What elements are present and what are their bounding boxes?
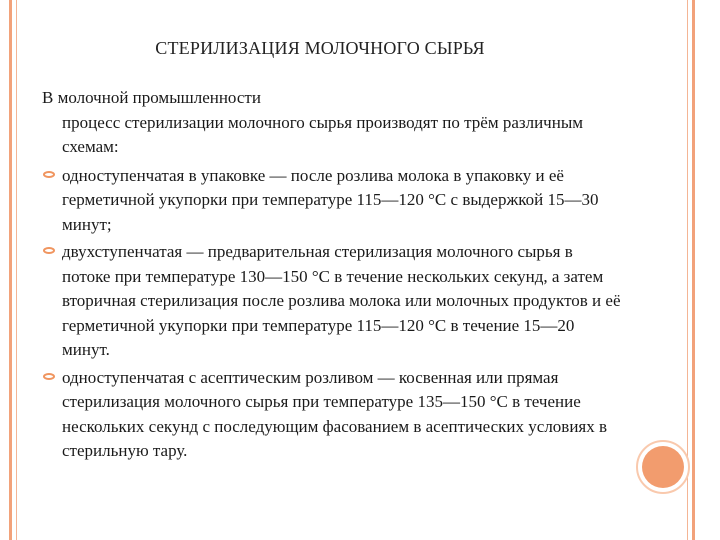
list-item — [42, 240, 622, 363]
intro-continuation: процесс стерилизации молочного сырья производят по трём различным схемам: — [62, 112, 584, 156]
oval-bullet-icon — [43, 171, 55, 178]
intro-first-line: В молочной промышленности — [42, 88, 261, 107]
list-item-text: одноступенчатая в упаковке — после розлива молока в упаковку и её герметичной укупорки при температуре 115—120 °С с выдержкой 15—30 минут; — [62, 165, 599, 234]
left-border-line — [9, 0, 12, 540]
intro-paragraph — [42, 86, 622, 160]
list-item-text: двухступенчатая — предварительная стерилизация молочного сырья в потоке при температуре 130—150 °С в течение нескольких секунд, а затем вторичная стерилизация после розлива молока или молочных продуктов и её герметичной укупорки при температуре 115—120 °С в течение 15—20 минут. — [62, 242, 621, 359]
list-item — [42, 164, 622, 238]
decorative-circle — [642, 446, 684, 488]
oval-bullet-icon — [43, 373, 55, 380]
slide-title: СТЕРИЛИЗАЦИЯ МОЛОЧНОГО СЫРЬЯ — [155, 38, 485, 58]
bullet-list — [42, 164, 622, 464]
list-item-text: одноступенчатая с асептическим розливом — косвенная или прямая стерилизация молочного сырья при температуре 135—150 °С в течение нескольких секунд с последующим фасованием в асептических условиях в стерильную тару. — [62, 367, 608, 460]
right-border-line — [692, 0, 695, 540]
left-border-inner-line — [16, 0, 17, 540]
oval-bullet-icon — [43, 247, 55, 254]
slide-body — [42, 86, 622, 467]
list-item — [42, 366, 622, 464]
